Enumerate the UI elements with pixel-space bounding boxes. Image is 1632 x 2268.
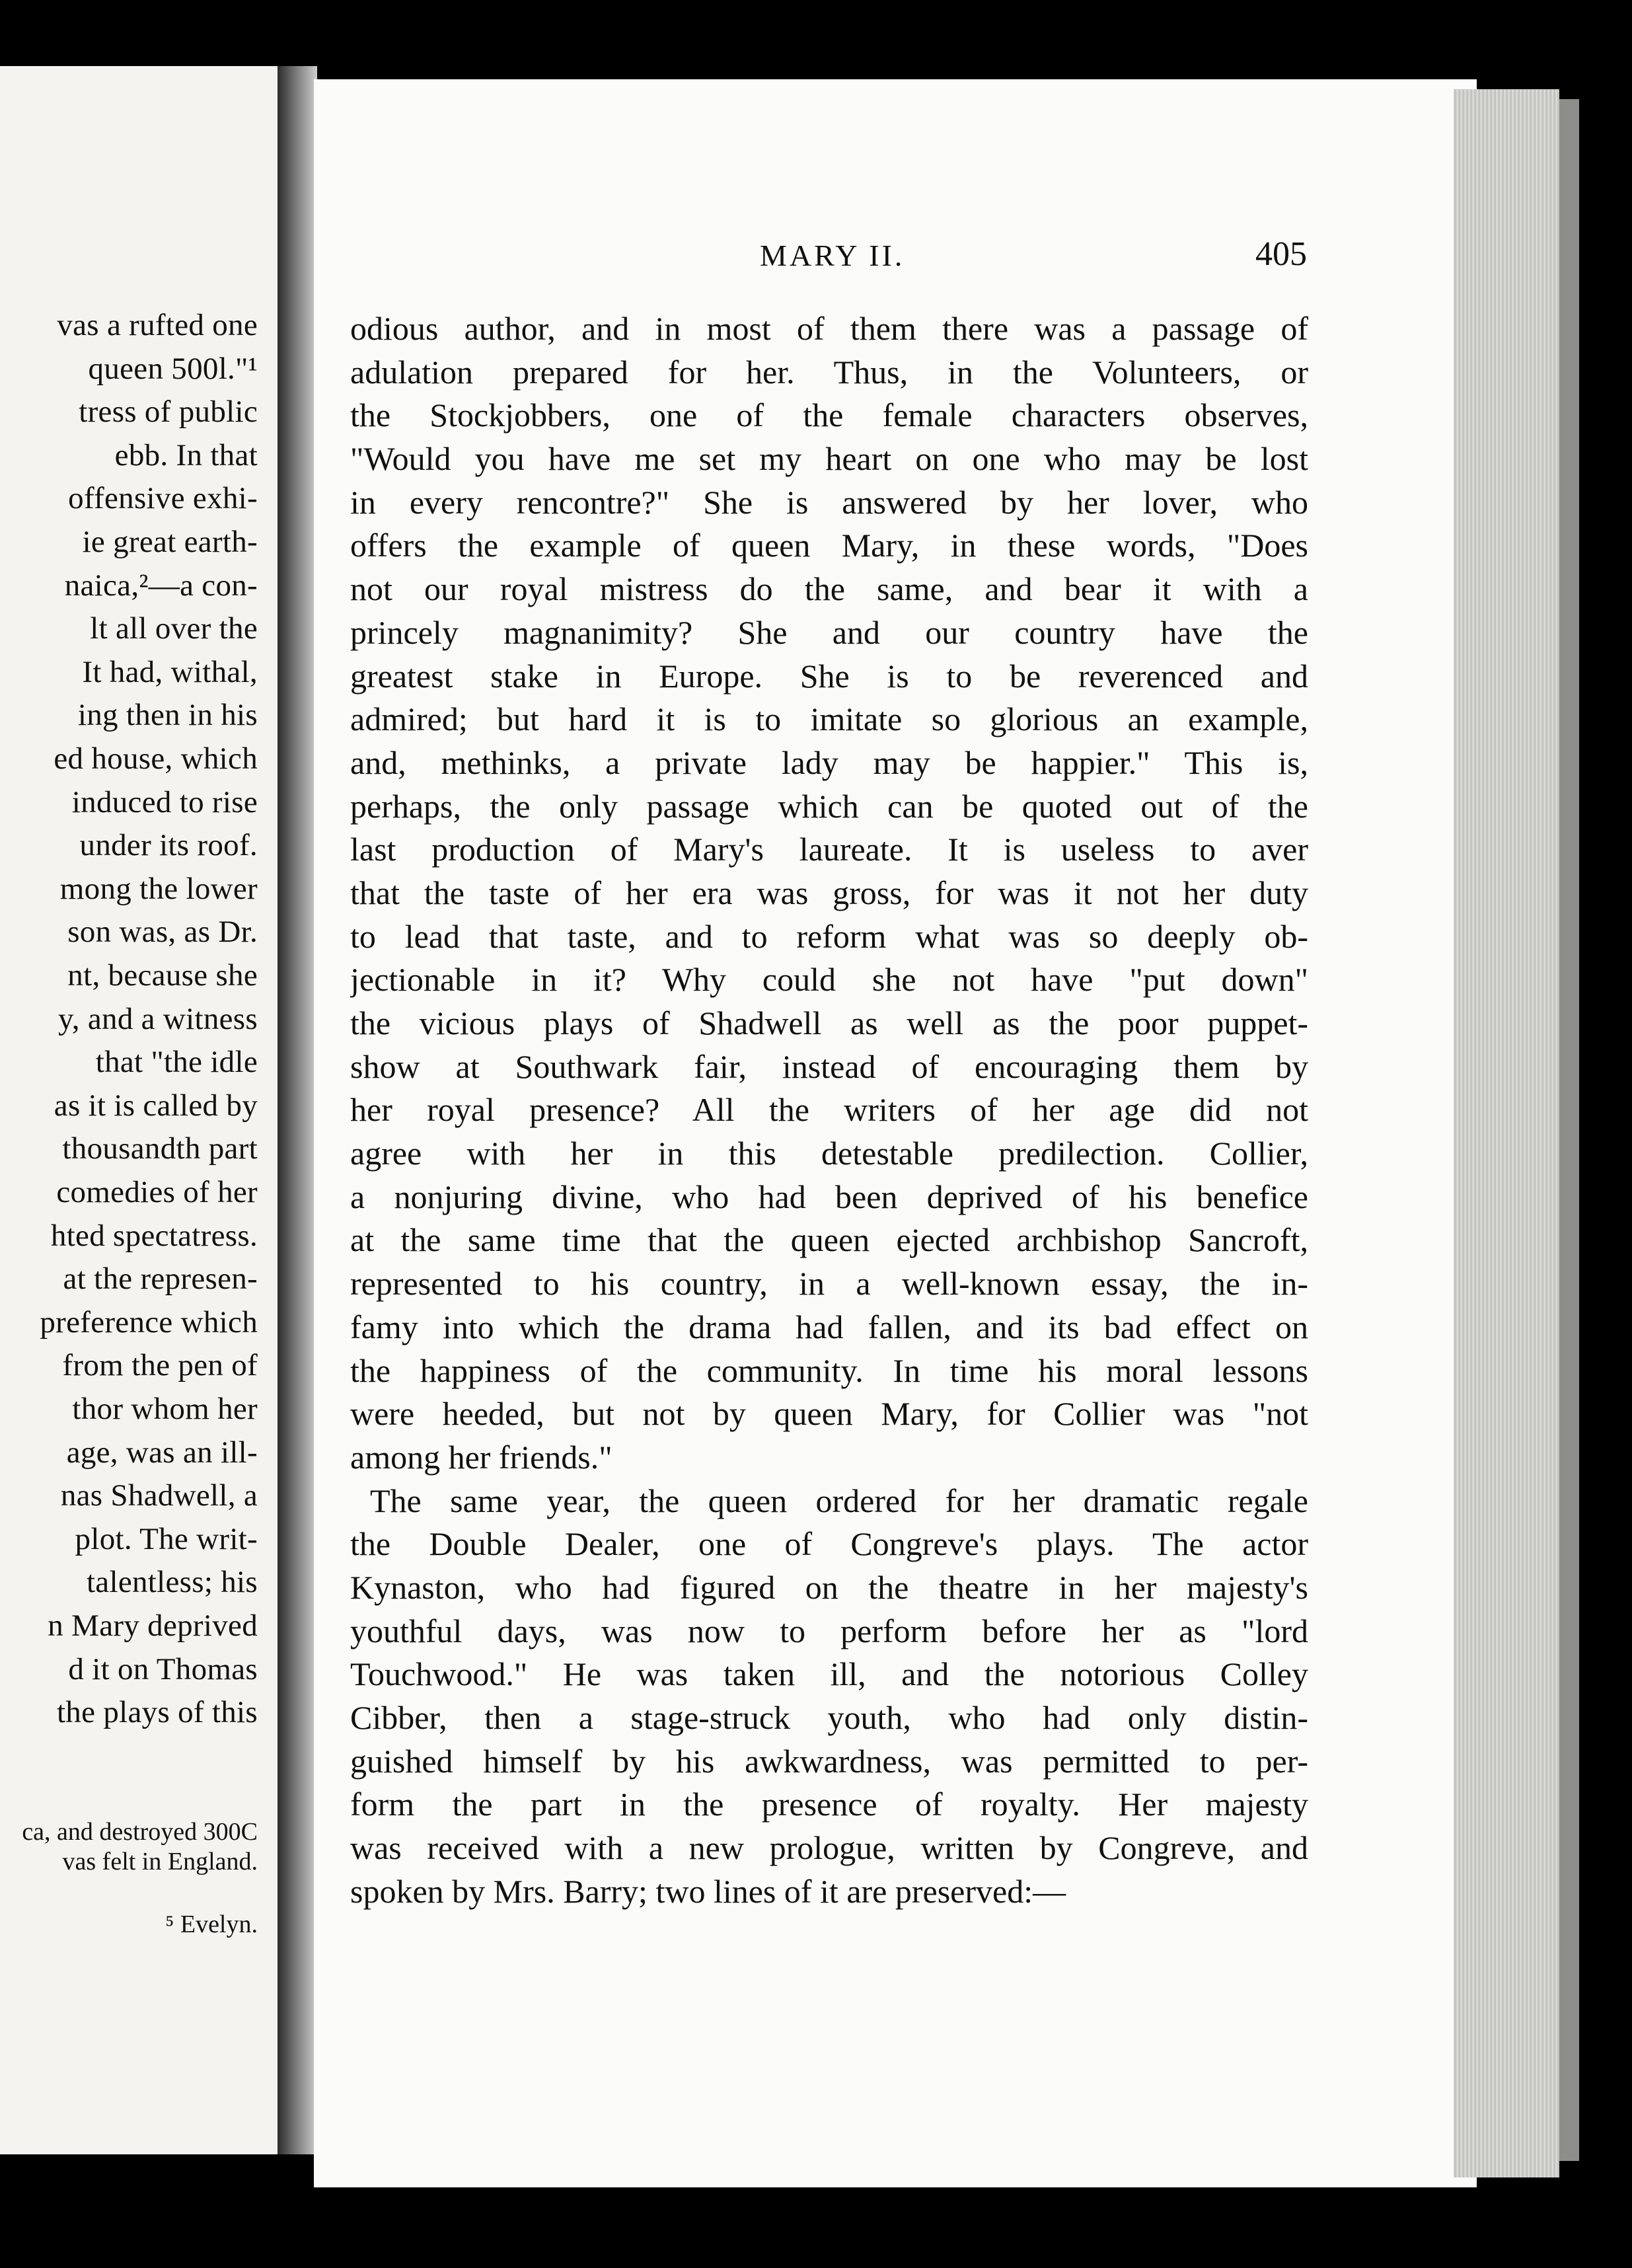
left-page-footnote: vas felt in England. [62, 1848, 258, 1875]
left-page-line: nt, because she [67, 958, 258, 993]
left-page-line: son was, as Dr. [67, 915, 258, 950]
left-page-line: that "the idle [95, 1045, 258, 1080]
text-line: show at Southwark fair, instead of encouraging them by [350, 1047, 1308, 1085]
left-page-line: thousandth part [62, 1131, 258, 1166]
text-line: were heeded, but not by queen Mary, for Collier was "not [350, 1395, 1308, 1433]
running-head: MARY II. [760, 239, 905, 272]
text-line: famy into which the drama had fallen, and its bad effect on [350, 1308, 1308, 1345]
left-page-line: induced to rise [71, 784, 258, 819]
left-page-line: offensive exhi- [68, 481, 258, 516]
text-line: the Stockjobbers, one of the female characters observes, [350, 397, 1308, 434]
text-line: and, methinks, a private lady may be happier." This is, [350, 743, 1308, 781]
left-page-line: plot. The writ- [75, 1521, 258, 1556]
left-page-line: queen 500l."¹ [88, 351, 258, 386]
left-page-footnote: ca, and destroyed 300C [22, 1818, 258, 1846]
text-line: youthful days, was now to perform before her as "lord [350, 1612, 1308, 1649]
left-page-line: at the represen- [63, 1262, 258, 1297]
left-page-line: ie great earth- [82, 525, 258, 559]
left-page-line: n Mary deprived [48, 1608, 258, 1643]
text-line: Cibber, then a stage-struck youth, who had only distin- [350, 1699, 1308, 1736]
text-line: spoken by Mrs. Barry; two lines of it are preserved:— [350, 1872, 1066, 1910]
left-page-line: vas a rufted one [57, 308, 258, 342]
text-line: adulation prepared for her. Thus, in the Volunteers, or [350, 353, 1308, 391]
text-line: a nonjuring divine, who had been deprived of his benefice [350, 1178, 1308, 1215]
text-line: admired; but hard it is to imitate so glorious an example, [350, 700, 1308, 738]
left-page-line: under its roof. [79, 828, 258, 863]
left-page-line: d it on Thomas [68, 1651, 258, 1686]
text-line: the vicious plays of Shadwell as well as the poor puppet- [350, 1004, 1308, 1041]
text-line: The same year, the queen ordered for her dramatic regale [370, 1482, 1308, 1519]
text-line: last production of Mary's laureate. It is useless to aver [350, 831, 1308, 868]
text-line: in every rencontre?" She is answered by her lover, who [350, 483, 1308, 521]
left-page-line: tress of public [79, 395, 258, 430]
text-line: the happiness of the community. In time his moral lessons [350, 1351, 1308, 1389]
book-edge-shadow [1559, 99, 1579, 2161]
text-line: Touchwood." He was taken ill, and the notorious Colley [350, 1655, 1308, 1693]
text-line: at the same time that the queen ejected archbishop Sancroft, [350, 1221, 1308, 1259]
left-page-line: thor whom her [72, 1392, 258, 1426]
left-page-line: It had, withal, [82, 654, 258, 689]
left-page-line: ed house, which [54, 741, 258, 776]
text-line: princely magnanimity? She and our country have the [350, 613, 1308, 651]
left-page-line: from the pen of [62, 1348, 258, 1383]
text-line: form the part in the presence of royalty. Her majesty [350, 1786, 1308, 1823]
text-line: odious author, and in most of them there was a passage of [350, 310, 1308, 347]
left-page-line: preference which [40, 1304, 258, 1340]
text-line: greatest stake in Europe. She is to be reverenced and [350, 657, 1308, 695]
text-line: the Double Dealer, one of Congreve's plays. The actor [350, 1525, 1308, 1563]
left-page-line: age, was an ill- [66, 1435, 258, 1470]
text-line: was received with a new prologue, written by Congreve, and [350, 1829, 1308, 1867]
text-line: her royal presence? All the writers of her age did not [350, 1091, 1308, 1129]
left-page-footnote: ⁵ Evelyn. [165, 1910, 258, 1938]
text-line: not our royal mistress do the same, and bear it with a [350, 570, 1308, 608]
left-page-line: ebb. In that [114, 437, 258, 472]
left-page-line: nas Shadwell, a [60, 1478, 258, 1513]
text-line: Kynaston, who had figured on the theatre in her majesty's [350, 1568, 1308, 1606]
text-line: guished himself by his awkwardness, was permitted to per- [350, 1742, 1308, 1780]
book-gutter [278, 66, 317, 2154]
left-page-line: lt all over the [90, 611, 258, 646]
text-line: that the taste of her era was gross, for was it not her duty [350, 874, 1308, 911]
left-page-line: the plays of this [56, 1695, 258, 1730]
page-number: 405 [1255, 235, 1307, 273]
left-page-line: talentless; his [86, 1565, 258, 1600]
left-page-line: naica,²—a con- [64, 568, 258, 603]
body-text [350, 307, 1308, 1913]
left-page-line: y, and a witness [58, 1001, 258, 1036]
left-page-line: as it is called by [54, 1088, 258, 1123]
text-line: represented to his country, in a well-known essay, the in- [350, 1265, 1308, 1303]
page-edges [1454, 89, 1559, 2177]
text-line: jectionable in it? Why could she not have "put down" [350, 961, 1308, 999]
left-facing-page [0, 66, 278, 2154]
left-page-line: ing then in his [77, 698, 258, 733]
text-line: to lead that taste, and to reform what was so deeply ob- [350, 917, 1308, 955]
left-page-line: comedies of her [56, 1175, 258, 1209]
left-page-line: hted spectatress. [50, 1218, 258, 1253]
text-line: perhaps, the only passage which can be quoted out of the [350, 787, 1308, 825]
left-page-line: mong the lower [59, 871, 258, 906]
text-line: "Would you have me set my heart on one who may be lost [350, 440, 1308, 478]
text-line: agree with her in this detestable predilection. Collier, [350, 1135, 1308, 1172]
text-line: offers the example of queen Mary, in these words, "Does [350, 527, 1308, 564]
text-line: among her friends." [350, 1438, 612, 1476]
